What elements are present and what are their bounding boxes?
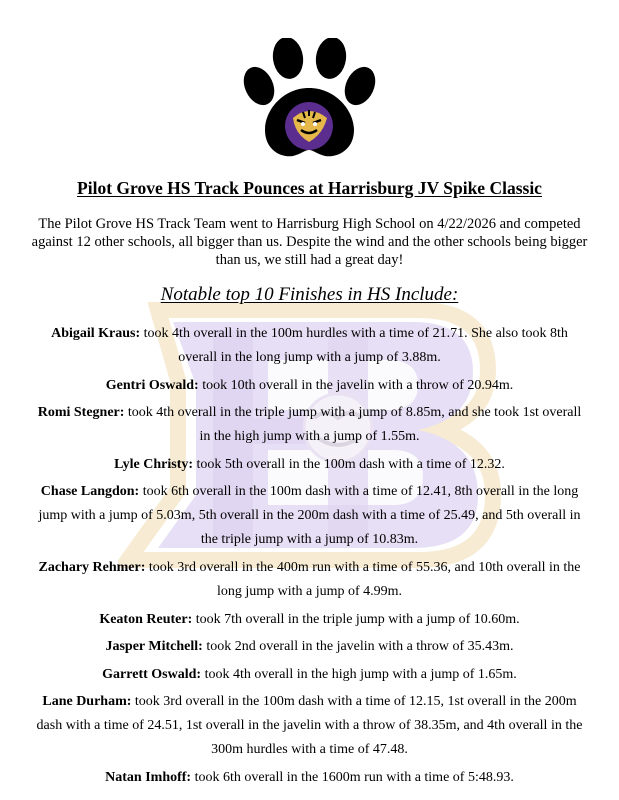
result-item [32, 690, 587, 762]
result-item [32, 480, 587, 552]
result-text: took 6th overall in the 100m dash with a time of 12.41, 8th overall in the long jump with a jump of 5.03m, 5th overall in the 200m dash with a time of 25.49, and 5th overall in the triple jump with a jump of 10.83m. [38, 484, 581, 548]
athlete-name: Chase Langdon: [40, 484, 140, 500]
tiger-paw-icon [243, 38, 376, 161]
athlete-name: Gentri Oswald: [105, 377, 199, 393]
result-item [32, 608, 587, 632]
result-item [32, 663, 587, 687]
result-text: took 4th overall in the triple jump with a jump of 8.85m, and she took 1st overall in the high jump with a jump of 1.55m. [124, 405, 582, 445]
result-item [32, 635, 587, 659]
athlete-name: Romi Stegner: [37, 405, 125, 421]
athlete-name: Lane Durham: [42, 694, 132, 710]
athlete-name: Jasper Mitchell: [105, 639, 203, 655]
result-text: took 4th overall in the high jump with a jump of 1.65m. [201, 666, 517, 682]
result-item [32, 556, 587, 604]
section-subheading: Notable top 10 Finishes in HS Include: [160, 284, 459, 305]
result-item [32, 401, 587, 449]
result-text: took 5th overall in the 100m dash with a time of 12.32. [193, 456, 505, 472]
result-text: took 7th overall in the triple jump with a jump of 10.60m. [192, 611, 520, 627]
athlete-name: Natan Imhoff: [105, 769, 192, 785]
result-text: took 6th overall in the 1600m run with a time of 5:48.93. [191, 769, 514, 785]
athlete-name: Zachary Rehmer: [38, 559, 146, 575]
result-item [32, 322, 587, 370]
article-headline: Pilot Grove HS Track Pounces at Harrisburg JV Spike Classic [77, 178, 542, 198]
intro-paragraph: The Pilot Grove HS Track Team went to Harrisburg High School on 4/22/2026 and competed against 12 other schools, all bigger than us. Despite the wind and the other schools being bigger than us, we still had a great day! [31, 216, 588, 268]
results-list [32, 322, 587, 794]
athlete-name: Abigail Kraus: [51, 326, 141, 341]
athlete-name: Garrett Oswald: [102, 666, 202, 682]
athlete-name: Keaton Reuter: [99, 611, 193, 627]
result-text: took 3rd overall in the 100m dash with a time of 12.15, 1st overall in the 200m dash with a time of 24.51, 1st overall in the javelin with a throw of 38.35m, and 4th overall in the 300m hurdles with a time of 47.48. [36, 694, 583, 758]
athlete-name: Lyle Christy: [114, 456, 194, 472]
result-text: took 2nd overall in the javelin with a throw of 35.43m. [202, 639, 514, 655]
result-item [32, 453, 587, 477]
result-text: took 10th overall in the javelin with a throw of 20.94m. [198, 377, 514, 393]
result-item [32, 766, 587, 790]
result-text: took 3rd overall in the 400m run with a time of 55.36, and 10th overall in the long jump with a jump of 4.99m. [145, 559, 581, 599]
result-text: took 4th overall in the 100m hurdles with a time of 21.71. She also took 8th overall in the long jump with a jump of 3.88m. [140, 326, 568, 365]
result-item [32, 374, 587, 398]
